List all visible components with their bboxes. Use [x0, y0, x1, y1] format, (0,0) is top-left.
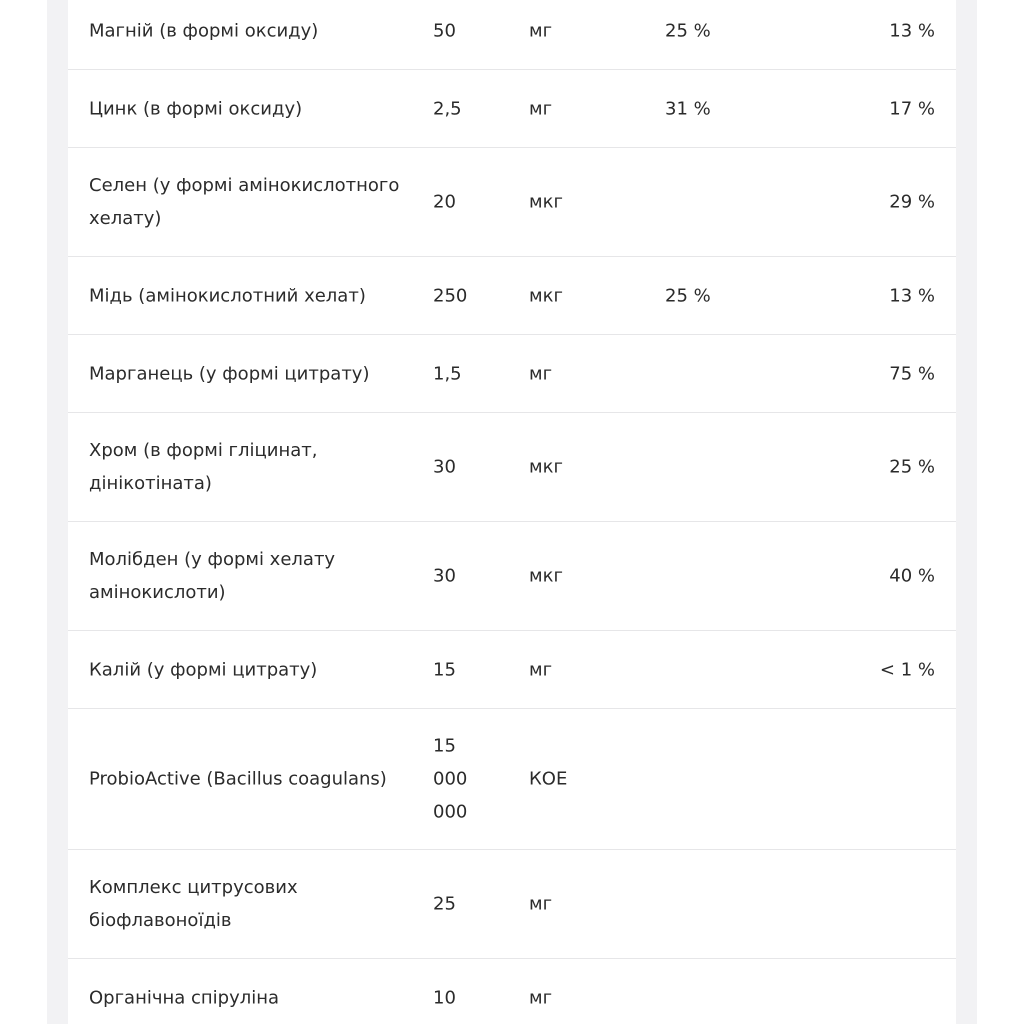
- ingredient-amount: 25: [433, 893, 456, 915]
- daily-value-percent: 25 %: [665, 285, 711, 306]
- table-row: [68, 413, 956, 522]
- table-row: [68, 631, 956, 709]
- table-row: [68, 0, 956, 70]
- ingredient-name: Магній (в формі оксиду): [89, 20, 319, 41]
- reference-percent: 40 %: [889, 565, 935, 587]
- daily-value-percent: 25 %: [665, 20, 711, 41]
- ingredient-amount: 2,5: [433, 98, 462, 119]
- table-row: [68, 70, 956, 148]
- ingredient-unit: мг: [529, 987, 553, 1008]
- ingredient-name: Селен (у формі амінокислотного хелату): [89, 175, 400, 229]
- table-row: [68, 709, 956, 850]
- ingredient-unit: мкг: [529, 285, 563, 306]
- ingredient-unit: мг: [529, 98, 553, 119]
- table-row: [68, 959, 956, 1024]
- ingredient-unit: мкг: [529, 191, 563, 213]
- reference-percent: 75 %: [889, 363, 935, 384]
- reference-percent: 25 %: [889, 456, 935, 478]
- daily-value-percent: 31 %: [665, 98, 711, 119]
- ingredient-name: Мідь (амінокислотний хелат): [89, 285, 366, 306]
- ingredient-name: Комплекс цитрусових біофлавоноїдів: [89, 877, 298, 931]
- ingredient-amount: 50: [433, 20, 456, 41]
- ingredient-amount: 250: [433, 285, 468, 306]
- ingredient-unit: мг: [529, 893, 553, 915]
- ingredient-amount: 15 000 000: [433, 735, 468, 823]
- table-row: [68, 522, 956, 631]
- ingredient-name: Хром (в формі гліцинат, дінікотіната): [89, 440, 318, 494]
- ingredient-amount: 20: [433, 191, 456, 213]
- table-row: [68, 335, 956, 413]
- ingredient-name: ProbioActive (Bacillus coagulans): [89, 768, 387, 790]
- ingredient-unit: мг: [529, 20, 553, 41]
- ingredient-name: Марганець (у формі цитрату): [89, 363, 370, 384]
- nutrition-table: [68, 0, 956, 1024]
- ingredient-unit: мг: [529, 363, 553, 384]
- ingredient-unit: мкг: [529, 565, 563, 587]
- table-row: [68, 257, 956, 335]
- table-row: [68, 148, 956, 257]
- ingredient-unit: мкг: [529, 456, 563, 478]
- reference-percent: 29 %: [889, 191, 935, 213]
- ingredient-amount: 30: [433, 456, 456, 478]
- reference-percent: 13 %: [889, 285, 935, 306]
- table-row: [68, 850, 956, 959]
- ingredient-amount: 15: [433, 659, 456, 680]
- ingredient-amount: 30: [433, 565, 456, 587]
- ingredient-amount: 10: [433, 987, 456, 1008]
- reference-percent: 13 %: [889, 20, 935, 41]
- ingredient-name: Цинк (в формі оксиду): [89, 98, 303, 119]
- reference-percent: < 1 %: [879, 659, 935, 680]
- ingredient-amount: 1,5: [433, 363, 462, 384]
- reference-percent: 17 %: [889, 98, 935, 119]
- ingredient-unit: КОЕ: [529, 768, 568, 790]
- ingredient-name: Органічна спіруліна: [89, 987, 280, 1008]
- ingredient-name: Калій (у формі цитрату): [89, 659, 318, 680]
- ingredient-name: Молібден (у формі хелату амінокислоти): [89, 549, 336, 603]
- ingredient-unit: мг: [529, 659, 553, 680]
- content-panel: [47, 0, 977, 1024]
